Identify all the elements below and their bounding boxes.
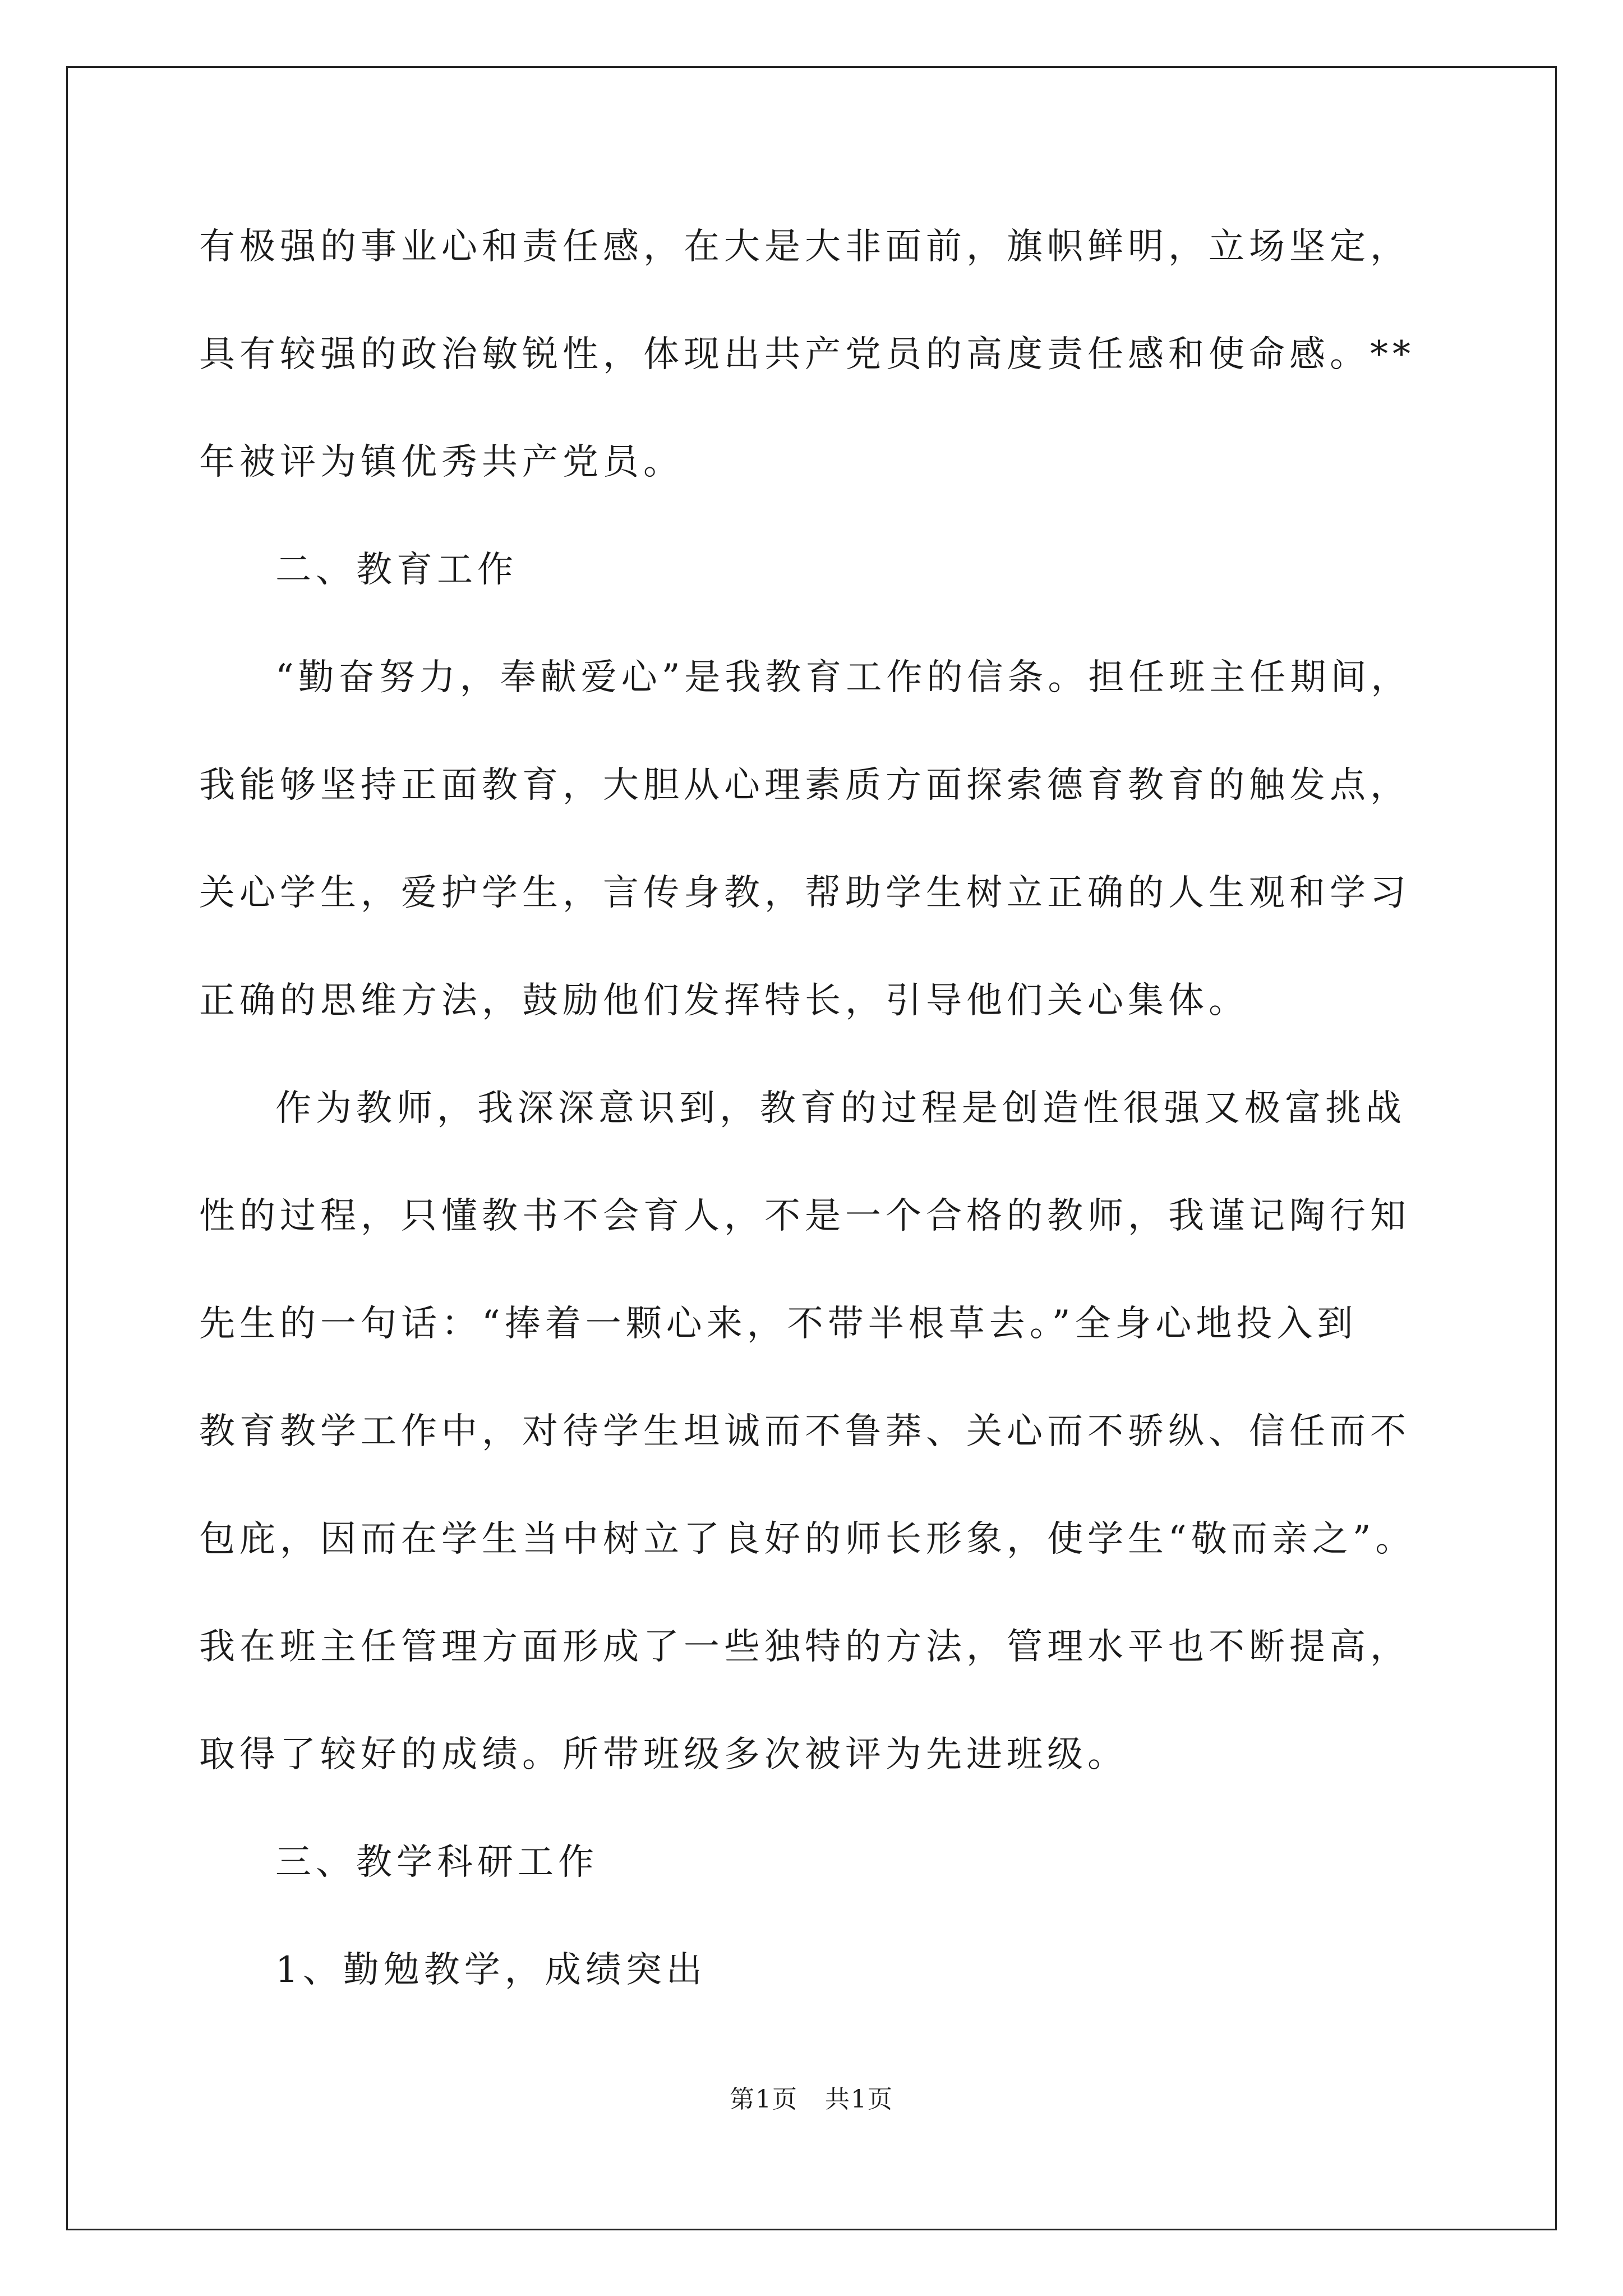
- text-line: 有极强的事业心和责任感，在大是大非面前，旗帜鲜明，立场坚定，: [199, 226, 1410, 268]
- text-line: “勤奋努力，奉献爱心”是我教育工作的信条。担任班主任期间，: [275, 657, 1412, 698]
- text-line: 年被评为镇优秀共产党员。: [199, 441, 684, 483]
- text-line: 性的过程，只懂教书不会育人，不是一个合格的教师，我谨记陶行知: [199, 1195, 1410, 1237]
- text-line: 三、教学科研工作: [275, 1842, 598, 1883]
- text-line: 我能够坚持正面教育，大胆从心理素质方面探索德育教育的触发点，: [199, 765, 1410, 806]
- text-line: 1、勤勉教学，成绩突出: [275, 1949, 707, 1991]
- text-line: 包庇，因而在学生当中树立了良好的师长形象，使学生“敬而亲之”。: [199, 1519, 1416, 1560]
- page-number: 第1页: [730, 2085, 798, 2114]
- page-footer: [0, 2079, 1623, 2115]
- text-line: 具有较强的政治敏锐性，体现出共产党员的高度责任感和使命感。**: [199, 334, 1415, 375]
- text-line: 教育教学工作中，对待学生坦诚而不鲁莽、关心而不骄纵、信任而不: [199, 1411, 1410, 1452]
- text-line: 作为教师，我深深意识到，教育的过程是创造性很强又极富挑战: [275, 1088, 1406, 1129]
- document-body: [199, 213, 1478, 2044]
- text-line: 先生的一句话：“捧着一颗心来，不带半根草去。”全身心地投入到: [199, 1303, 1358, 1345]
- text-line: 正确的思维方法，鼓励他们发挥特长，引导他们关心集体。: [199, 980, 1249, 1022]
- text-line: 二、教育工作: [275, 549, 518, 591]
- text-line: 取得了较好的成绩。所带班级多次被评为先进班级。: [199, 1734, 1128, 1775]
- text-line: 我在班主任管理方面形成了一些独特的方法，管理水平也不断提高，: [199, 1626, 1410, 1668]
- page-total: 共1页: [825, 2085, 893, 2114]
- text-line: 关心学生，爱护学生，言传身教，帮助学生树立正确的人生观和学习: [199, 872, 1410, 914]
